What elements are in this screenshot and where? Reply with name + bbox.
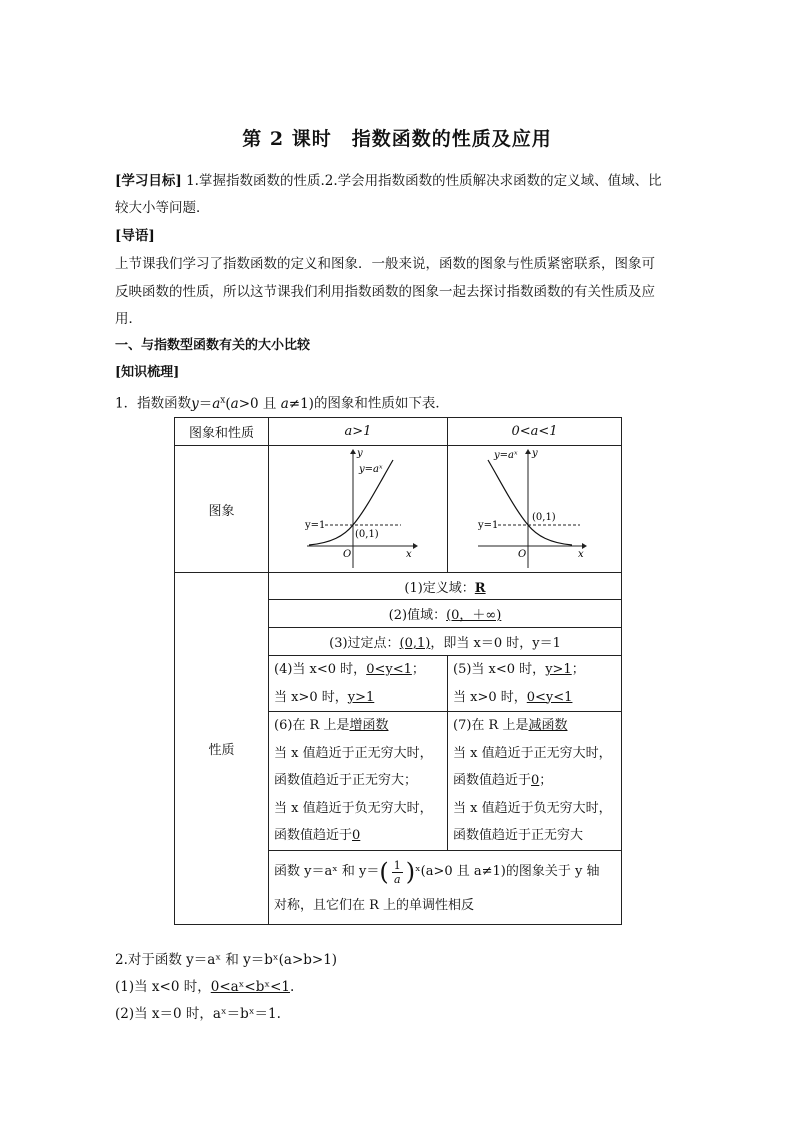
axis-x-label: x — [578, 549, 584, 560]
page-title: 第 2 课时 指数函数的性质及应用 — [242, 128, 552, 150]
curve-label: y=aˣ — [359, 464, 383, 475]
objectives-text-1: 1.掌握指数函数的性质.2.学会用指数函数的性质解决求函数的定义域、值域、比 — [186, 173, 662, 189]
objectives-tag: [学习目标] — [115, 173, 182, 189]
item-2-1: (1)当 x<0 时，0<aˣ<bˣ<1. — [115, 979, 295, 995]
axis-y-label: y — [357, 448, 363, 459]
origin-label: O — [518, 549, 527, 560]
prop-6: (6)在 R 上是增函数 当 x 值趋近于正无穷大时， 函数值趋近于正无穷大； 当 x 值趋近于负无穷大时， 函数值趋近于0 — [269, 712, 448, 851]
prop-domain: (1)定义域：R — [269, 573, 622, 600]
asymptote-label: y=1 — [478, 520, 499, 531]
item-1-prefix: 1．指数函数 — [115, 395, 192, 412]
item-1-suffix: 的图象和性质如下表． — [313, 395, 449, 412]
item-1-formula: $y=a^x(a>0$ 且 a≠1) — [191, 395, 314, 412]
prop-fixed-point: (3)过定点：(0,1)，即当 x＝0 时，y＝1 — [269, 628, 622, 656]
item-2-2: (2)当 x＝0 时，aˣ＝bˣ＝1. — [115, 1006, 281, 1022]
header-a-lt-1: 0<a<1 — [448, 418, 622, 446]
guide-tag: [导语] — [115, 228, 155, 244]
prop-5: (5)当 x<0 时，y>1； 当 x>0 时，0<y<1 — [448, 656, 622, 712]
origin-label: O — [343, 549, 352, 560]
graph-decreasing — [448, 446, 622, 573]
section-1-heading: 一、与指数型函数有关的大小比较 — [115, 338, 311, 353]
fixed-point-label: (0,1) — [355, 529, 379, 540]
fixed-point-label: (0,1) — [532, 512, 556, 523]
header-label: 图象和性质 — [175, 418, 269, 446]
guide-line-2: 反映函数的性质，所以这节课我们利用指数函数的图象一起去探讨指数函数的有关性质及应 — [115, 284, 655, 300]
header-a-gt-1: a>1 — [269, 418, 448, 446]
graph-decreasing-svg — [448, 446, 621, 572]
exponential-property-table — [174, 417, 622, 925]
fraction-paren: ( 1 a ) — [379, 858, 416, 886]
prop-symmetry: 函数 y＝aˣ 和 y＝ ( 1 a ) ˣ(a>0 且 a≠1)的图象关于 y 轴 对称，且它们在 R 上的单调性相反 — [269, 850, 622, 924]
axis-x-label: x — [406, 549, 412, 560]
graph-increasing — [269, 446, 448, 573]
guide-line-3: 用． — [115, 311, 142, 327]
curve-label: y=aˣ — [494, 450, 518, 461]
item-2: 2.对于函数 y＝aˣ 和 y＝bˣ(a>b>1) — [115, 952, 338, 968]
objectives-line-1 — [115, 171, 680, 191]
asymptote-label: y=1 — [305, 520, 326, 531]
objectives-line-2: 较大小等问题． — [115, 200, 210, 216]
graph-increasing-svg — [269, 446, 447, 572]
prop-range: (2)值域：(0，＋∞) — [269, 600, 622, 628]
axis-y-label: y — [532, 448, 538, 459]
prop-7: (7)在 R 上是减函数 当 x 值趋近于正无穷大时， 函数值趋近于0； 当 x 值趋近于负无穷大时， 函数值趋近于正无穷大 — [448, 712, 622, 851]
item-1 — [115, 390, 680, 414]
row-props-label: 性质 — [175, 573, 269, 925]
guide-line-1: 上节课我们学习了指数函数的定义和图象．一般来说，函数的图象与性质紧密联系，图象可 — [115, 256, 655, 272]
row-graph-label: 图象 — [175, 446, 269, 573]
prop-4: (4)当 x<0 时，0<y<1； 当 x>0 时，y>1 — [269, 656, 448, 712]
knowledge-tag: [知识梳理] — [115, 365, 180, 380]
